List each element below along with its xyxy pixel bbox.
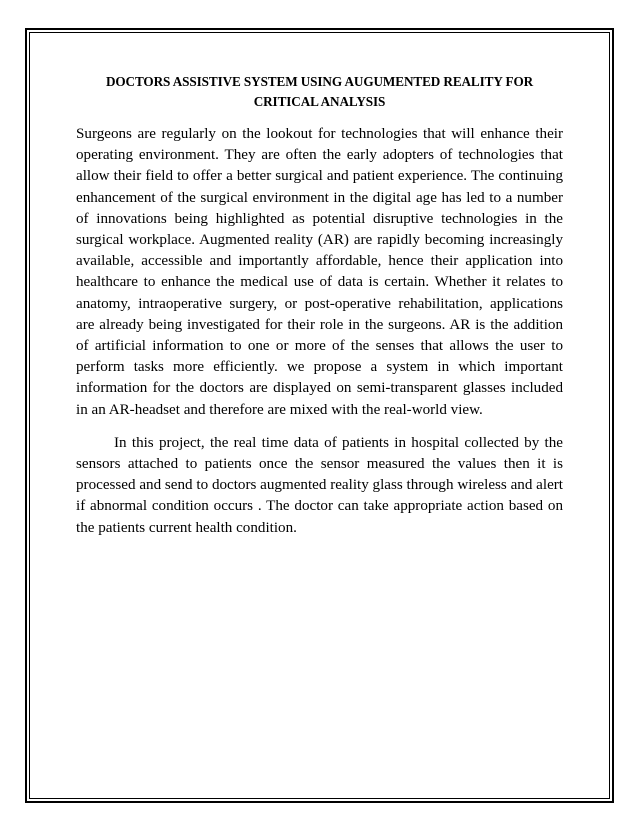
project-paragraph: In this project, the real time data of patients in hospital collected by the sensors attached to patients once the sensor measured the values then it is processed and send to doctors augmented reality glass through wireless and alert if abnormal condition occurs . The doctor can take appropriate action based on the patients current health condition. <box>76 434 563 536</box>
abstract-paragraph: Surgeons are regularly on the lookout for technologies that will enhance their operating environment. They are often the early adopters of technologies that allow their field to offer a better surgical and patient experience. The continuing enhancement of the surgical environment in the digital age has led to a number of innovations being highlighted as potential disruptive technologies in the surgical workplace. Augmented reality (AR) are rapidly becoming increasingly available, accessible and importantly affordable, hence their application into healthcare to enhance the medical use of data is certain. Whether it relates to anatomy, intraoperative surgery, or post-operative rehabilitation, applications are already being investigated for their role in the surgeons. AR is the addition of artificial information to one or more of the senses that allows the user to perform tasks more efficiently. we propose a system in which important information for the doctors are displayed on semi-transparent glasses included in an AR-headset and therefore are mixed with the real-world view. <box>76 126 563 418</box>
document-title: DOCTORS ASSISTIVE SYSTEM USING AUGUMENTED REALITY FOR CRITICAL ANALYSIS <box>105 74 534 109</box>
document-body <box>76 72 563 539</box>
